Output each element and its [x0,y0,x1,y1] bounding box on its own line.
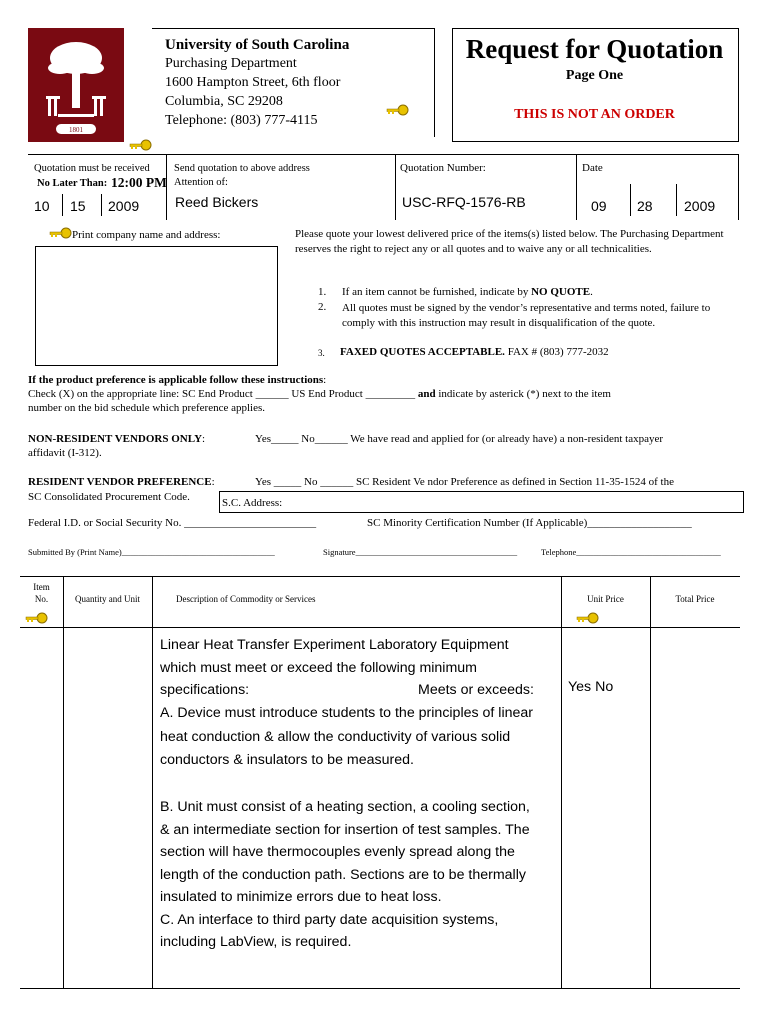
telephone-field[interactable]: Telephone__________________________________ [541,547,721,557]
print-company-label: Print company name and address: [72,229,221,241]
due-day[interactable]: 15 [70,198,86,214]
usc-logo [28,28,124,142]
received-label: Quotation must be received [34,163,150,174]
col-header-item: Item [33,582,50,592]
signature-field[interactable]: Signature______________________________________ [323,547,518,557]
resident-label: RESIDENT VENDOR PREFERENCE: [28,476,215,488]
meets-or-exceeds-label: Meets or exceeds: [418,682,534,698]
spec-line: insulated to minimize errors due to heat loss. [160,889,442,905]
column-divider [152,576,153,988]
col-header-description: Description of Commodity or Services [176,594,316,604]
spec-line: C. An interface to third party date acquisition systems, [160,911,499,928]
spec-line: B. Unit must consist of a heating section, a cooling section, [160,799,530,815]
spec-line: A. Device must introduce students to the principles of linear [160,704,534,721]
page-indicator: Page One [565,68,624,83]
col-header-no: No. [34,594,49,604]
instruction-number: 1. [318,286,327,298]
federal-id-field[interactable]: Federal I.D. or Social Security No. ________________________ [28,517,317,529]
department-name: Purchasing Department [165,56,297,71]
university-name: University of South Carolina [165,37,350,53]
due-month[interactable]: 10 [34,198,50,214]
table-header-border [20,627,740,628]
column-divider [650,576,651,988]
spec-line: specifications: Meets or exceeds: [160,679,560,702]
send-label: Send quotation to above address [174,163,310,174]
col-header-unit-price: Unit Price [587,594,624,604]
not-an-order-notice: THIS IS NOT AN ORDER [514,107,675,122]
instruction-1: If an item cannot be furnished, indicate by NO QUOTE. [342,286,593,298]
spec-line: length of the conduction path. Sections are to be thermally [160,866,526,883]
divider [676,184,677,216]
date-year[interactable]: 2009 [684,198,716,214]
yes-no-selector[interactable]: Yes No [568,679,614,695]
instruction-number: 3. [318,348,325,358]
address-line-2: Columbia, SC 29208 [165,94,283,109]
attention-name[interactable]: Reed Bickers [175,194,259,210]
table-top-border [20,576,740,577]
resident-text-2: SC Consolidated Procurement Code. [28,491,190,503]
divider [576,154,577,220]
divider [630,184,631,216]
preference-line-1: Check (X) on the appropriate line: SC End Product ______ US End Product _________ and indicate by asterick (*) next to the item [28,388,611,400]
nonresident-label: NON-RESIDENT VENDORS ONLY: [28,433,206,445]
spec-line: & an intermediate section for insertion of test samples. The [160,821,530,838]
minority-certification-field[interactable]: SC Minority Certification Number (If Applicable)___________________ [367,517,692,529]
specification-description [160,634,560,954]
telephone: Telephone: (803) 777-4115 [165,113,318,128]
date-month[interactable]: 09 [591,198,607,214]
instruction-2: All quotes must be signed by the vendor’s representative and terms noted, failure to comply with this instruction may result in disqualification of the quote. [342,302,711,329]
col-header-total-price: Total Price [675,594,715,604]
spec-line: including LabView, is required. [160,934,352,950]
key-icon [385,104,409,116]
quotation-number-label: Quotation Number: [400,162,486,174]
instructions-paragraph: Please quote your lowest delivered price of the items(s) listed below. The Purchasing Department reserves the right to reject any or all quotes and to waive any or all technicalities. [295,228,724,255]
quotation-number[interactable]: USC-RFQ-1576-RB [402,194,526,210]
key-icon [575,612,599,624]
company-address-field[interactable] [35,246,278,366]
date-day[interactable]: 28 [637,198,653,214]
spec-line: which must meet or exceed the following minimum [160,659,477,676]
resident-text: Yes _____ No ______ SC Resident Ve ndor Preference as defined in Section 11-35-1524 of the [255,476,674,488]
preference-line-2: number on the bid schedule which preference applies. [28,402,266,414]
due-time: 12:00 PM [111,175,167,190]
sc-address-field[interactable] [219,491,744,513]
sc-address-label: S.C. Address: [222,497,283,509]
rfq-title: Request for Quotation [465,34,724,64]
column-divider [561,576,562,988]
col-header-quantity: Quantity and Unit [75,594,140,604]
column-divider [63,576,64,988]
due-year[interactable]: 2009 [108,198,140,214]
date-label: Date [582,162,603,174]
divider [62,194,63,216]
submitted-by-field[interactable]: Submitted By (Print Name)____________________________________ [28,547,275,557]
address-line-1: 1600 Hampton Street, 6th floor [165,75,341,90]
palmetto-tree-icon [28,28,124,142]
table-bottom-border [20,988,740,989]
key-icon [24,612,48,624]
spec-line: section will have thermocouples evenly spread along the [160,844,515,860]
spec-line: Linear Heat Transfer Experiment Laboratory Equipment [160,637,509,653]
key-icon [128,139,152,151]
spec-line: conductors & insulators to be measured. [160,751,414,768]
no-later-than-label: No Later Than: [37,178,108,189]
nonresident-text: Yes_____ No______ We have read and applied for (or already have) a non-resident taxpayer [255,433,664,445]
instruction-number: 2. [318,301,327,313]
divider [738,154,739,220]
nonresident-text-2: affidavit (I-312). [28,447,102,459]
divider [28,154,738,155]
key-icon [48,227,72,239]
divider [395,154,396,220]
attention-label: Attention of: [174,177,228,188]
preference-heading: If the product preference is applicable follow these instructions: [28,374,327,386]
svg-text:1801: 1801 [69,126,83,134]
spec-line: heat conduction & allow the conductivity of various solid [160,729,511,745]
instruction-3: FAXED QUOTES ACCEPTABLE. FAX # (803) 777-2032 [340,346,609,358]
divider [101,194,102,216]
